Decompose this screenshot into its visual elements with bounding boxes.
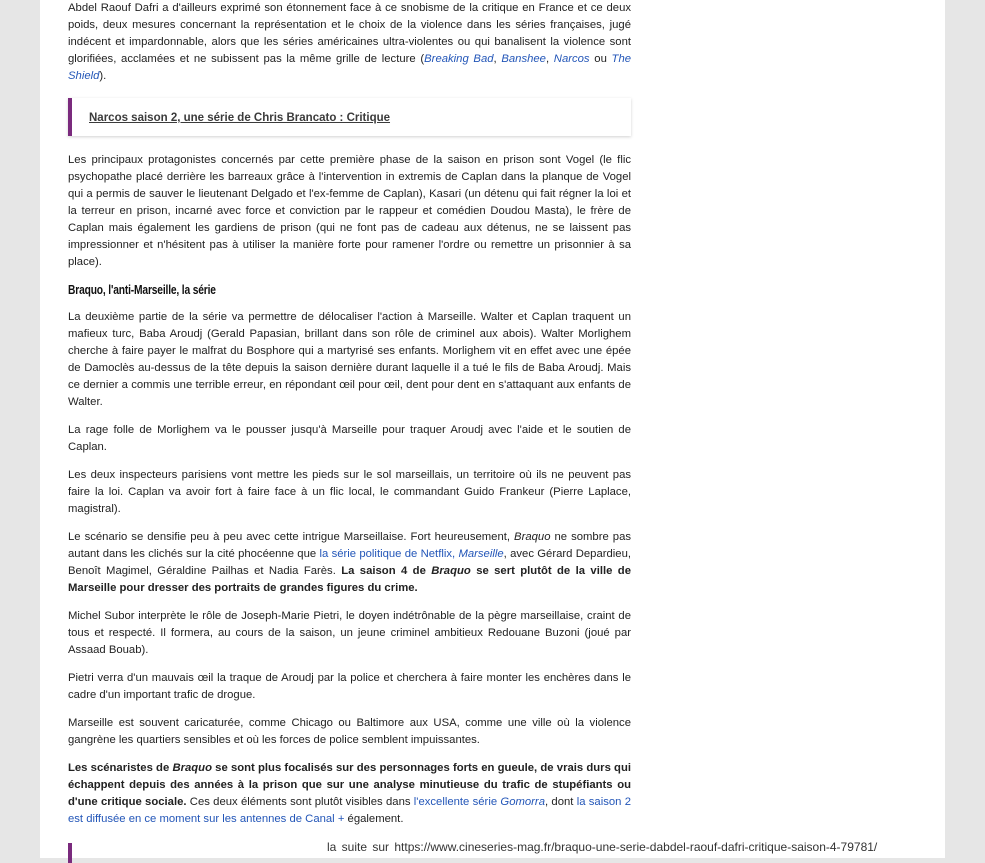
- article-body: [68, 0, 631, 839]
- paragraph-pietri: Pietri verra d'un mauvais œil la traque de Aroudj par la police et cherchera à faire monter les enchères dans le cadre d'un important trafic de drogue.: [68, 672, 631, 701]
- related-article-box: [68, 98, 631, 136]
- link-narcos[interactable]: Narcos: [553, 53, 590, 65]
- link-serie-marseille[interactable]: la série politique de Netflix, Marseille: [319, 548, 504, 560]
- paragraph-rage: La rage folle de Morlighem va le pousser jusqu'à Marseille pour traquer Aroudj avec l'aide et le soutien de Caplan.: [68, 424, 631, 453]
- paragraph-scenario: Le scénario se densifie peu à peu avec cette intrigue Marseillaise. Fort heureusement, Braquo ne sombre pas autant dans les clichés sur la cité phocéenne que la série politique de Netflix, Marseille, avec Gérard Depardieu, Benoît Magimel, Géraldine Pailhas et Nadia Farès. La saison 4 de Braquo se sert plutôt de la ville de Marseille pour dresser des portraits de grandes figures du crime.: [68, 531, 632, 594]
- link-banshee[interactable]: Banshee: [501, 53, 546, 65]
- link-the-shield[interactable]: The Shield: [68, 53, 632, 82]
- source-note[interactable]: la suite sur https://www.cineseries-mag.fr/braquo-une-serie-dabdel-raouf-dafri-critique-saison-4-79781/: [327, 840, 878, 854]
- paragraph-caricature: Marseille est souvent caricaturée, comme Chicago ou Baltimore aux USA, comme une ville où la violence gangrène les quartiers sensibles et où les forces de police semblent impuissantes.: [68, 717, 631, 746]
- paragraph-marseille: La deuxième partie de la série va permettre de délocaliser l'action à Marseille. Walter et Caplan traquent un mafieux turc, Baba Aroudj (Gerald Papasian, brillant dans son rôle de criminel aux abois). Walter Morlighem cherche à faire payer le malfrat du Bosphore qui a martyrisé ses enfants. Morlighem vit en effet avec une épée de Damoclès au-dessus de la tête depuis la saison dernière durant laquelle il a tué le fils de Baba Aroudj. Mais ce dernier a commis une terrible erreur, en répondant œil pour œil, dent pour dent en s'attaquant aux enfants de Walter.: [68, 311, 631, 408]
- paragraph-inspecteurs: Les deux inspecteurs parisiens vont mettre les pieds sur le sol marseillais, un territoire où ils ne peuvent pas faire la loi. Caplan va avoir fort à faire face à un flic local, le commandant Guido Frankeur (Pierre Laplace, magistral).: [68, 469, 631, 515]
- page: [40, 0, 945, 858]
- link-gomorra[interactable]: l'excellente série Gomorra: [413, 796, 545, 808]
- link-saison-2[interactable]: la saison 2 est diffusée en ce moment sur les antennes de Canal +: [68, 796, 632, 825]
- section-heading: Braquo, l'anti-Marseille, la série: [68, 283, 216, 297]
- paragraph-subor: Michel Subor interprète le rôle de Joseph-Marie Pietri, le doyen indétrônable de la pègre marseillaise, craint de tous et respecté. Il formera, au cours de la saison, un jeune criminel ambitieux Redouane Buzoni (joué par Assaad Bouab).: [68, 610, 631, 656]
- paragraph-intro: Abdel Raouf Dafri a d'ailleurs exprimé son étonnement face à ce snobisme de la critique en France et ce deux poids, deux mesures concernant la représentation et le choix de la violence dans les séries françaises, jugé indécent et impardonnable, alors que les séries américaines ultra-violentes ou qui banalisent la violence sont glorifiées, acclamées et ne subissent pas la même grille de lecture (Breaking Bad, Banshee, Narcos ou The Shield).: [68, 2, 632, 82]
- bold-statement: La saison 4 de Braquo se sert plutôt de la ville de Marseille pour dresser des portraits de grandes figures du crime.: [68, 565, 631, 594]
- paragraph-final: Les scénaristes de Braquo se sont plus focalisés sur des personnages forts en gueule, de vrais durs qui échappent depuis des années à la prison que sur une analyse minutieuse du trafic de stupéfiants ou d'une critique sociale. Ces deux éléments sont plutôt visibles dans l'excellente série Gomorra, dont la saison 2 est diffusée en ce moment sur les antennes de Canal + également.: [68, 762, 632, 825]
- link-breaking-bad[interactable]: Breaking Bad: [424, 53, 494, 65]
- related-article-link[interactable]: Narcos saison 2, une série de Chris Brancato : Critique: [89, 112, 391, 124]
- paragraph-protagonists: Les principaux protagonistes concernés par cette première phase de la saison en prison sont Vogel (le flic psychopathe placé derrière les barreaux grâce à l'intervention in extremis de Caplan dans la planque de Vogel qui a permis de sauver le lieutenant Delgado et l'ex-femme de Caplan), Kasari (un détenu qui fait régner la loi et la terreur en prison, incarné avec force et conviction par le rappeur et comédien Doudou Masta), le frère de Caplan mais également les gardiens de prison (qui ne font pas de cadeau aux détenus, ne se laissent pas impressionner et n'hésitent pas à utiliser la manière forte pour ramener l'ordre ou remettre un prisonnier à sa place).: [68, 154, 631, 268]
